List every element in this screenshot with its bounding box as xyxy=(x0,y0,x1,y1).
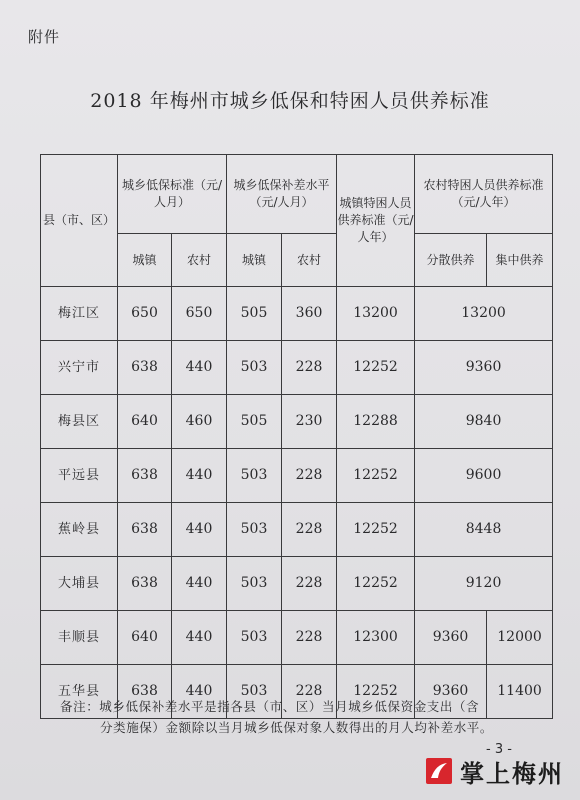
county-cell: 蕉岭县 xyxy=(41,503,118,557)
logo-mark-icon xyxy=(426,758,452,784)
std-urban-cell: 650 xyxy=(118,287,172,341)
table-row xyxy=(41,503,553,557)
std-rural-cell: 440 xyxy=(172,611,227,665)
urban-special-cell: 12252 xyxy=(337,449,415,503)
sub-urban-cell: 503 xyxy=(227,557,282,611)
rural-special-cell: 9360 xyxy=(415,341,553,395)
sub-rural-cell: 228 xyxy=(282,341,337,395)
std-rural-cell: 440 xyxy=(172,665,227,719)
sub-rural-cell: 228 xyxy=(282,665,337,719)
std-rural-cell: 460 xyxy=(172,395,227,449)
rural-dispersed-cell: 9360 xyxy=(415,665,487,719)
std-rural-cell: 440 xyxy=(172,503,227,557)
sub-urban-cell: 503 xyxy=(227,503,282,557)
rural-special-cell: 9840 xyxy=(415,395,553,449)
sub-rural-cell: 230 xyxy=(282,395,337,449)
std-rural-cell: 440 xyxy=(172,449,227,503)
header-centralized: 集中供养 xyxy=(487,234,553,287)
header-dispersed: 分散供养 xyxy=(415,234,487,287)
sub-urban-cell: 503 xyxy=(227,449,282,503)
sub-urban-cell: 503 xyxy=(227,341,282,395)
std-urban-cell: 640 xyxy=(118,395,172,449)
county-cell: 丰顺县 xyxy=(41,611,118,665)
county-cell: 大埔县 xyxy=(41,557,118,611)
std-rural-cell: 440 xyxy=(172,557,227,611)
urban-special-cell: 12252 xyxy=(337,665,415,719)
logo-text: 掌上梅州 xyxy=(460,759,564,788)
county-cell: 平远县 xyxy=(41,449,118,503)
urban-special-cell: 12252 xyxy=(337,341,415,395)
urban-special-cell: 12252 xyxy=(337,503,415,557)
table-row xyxy=(41,395,553,449)
rural-centralized-cell: 11400 xyxy=(487,665,553,719)
header-urban-rural-standard: 城乡低保标准（元/人月） xyxy=(118,155,227,234)
table-row xyxy=(41,557,553,611)
county-cell: 五华县 xyxy=(41,665,118,719)
page-title: 2018 年梅州市城乡低保和特困人员供养标准 xyxy=(90,90,490,112)
table-row xyxy=(41,341,553,395)
header-subsidy-level: 城乡低保补差水平（元/人月） xyxy=(227,155,337,234)
header-row-2 xyxy=(41,234,553,287)
std-urban-cell: 638 xyxy=(118,557,172,611)
attachment-label: 附件 xyxy=(28,28,61,46)
urban-special-cell: 12252 xyxy=(337,557,415,611)
page-number: - 3 - xyxy=(486,742,512,757)
header-county: 县（市、区） xyxy=(41,155,118,287)
rural-special-cell: 9600 xyxy=(415,449,553,503)
std-urban-cell: 638 xyxy=(118,503,172,557)
std-urban-cell: 640 xyxy=(118,611,172,665)
county-cell: 梅江区 xyxy=(41,287,118,341)
table-row xyxy=(41,449,553,503)
sub-rural-cell: 228 xyxy=(282,503,337,557)
rural-special-cell: 8448 xyxy=(415,503,553,557)
header-sub-urban: 城镇 xyxy=(227,234,282,287)
urban-special-cell: 12288 xyxy=(337,395,415,449)
header-std-urban: 城镇 xyxy=(118,234,172,287)
table-row xyxy=(41,611,553,665)
county-cell: 兴宁市 xyxy=(41,341,118,395)
std-urban-cell: 638 xyxy=(118,341,172,395)
footnote xyxy=(60,696,550,738)
sub-rural-cell: 228 xyxy=(282,449,337,503)
header-rural-special: 农村特困人员供养标准（元/人年） xyxy=(415,155,553,234)
standards-table xyxy=(40,154,553,719)
sub-rural-cell: 228 xyxy=(282,611,337,665)
urban-special-cell: 13200 xyxy=(337,287,415,341)
sub-urban-cell: 503 xyxy=(227,611,282,665)
header-sub-rural: 农村 xyxy=(282,234,337,287)
sub-rural-cell: 228 xyxy=(282,557,337,611)
rural-special-cell: 13200 xyxy=(415,287,553,341)
footnote-line: 备注：城乡低保补差水平是指各县（市、区）当月城乡低保资金支出（含 xyxy=(60,699,480,714)
footnote-line: 分类施保）金额除以当月城乡低保对象人数得出的月人均补差水平。 xyxy=(100,720,494,735)
sub-urban-cell: 505 xyxy=(227,395,282,449)
rural-dispersed-cell: 9360 xyxy=(415,611,487,665)
std-rural-cell: 650 xyxy=(172,287,227,341)
header-row-1 xyxy=(41,155,553,234)
sub-rural-cell: 360 xyxy=(282,287,337,341)
header-std-rural: 农村 xyxy=(172,234,227,287)
table-row xyxy=(41,287,553,341)
std-rural-cell: 440 xyxy=(172,341,227,395)
watermark-logo xyxy=(426,748,576,794)
sub-urban-cell: 503 xyxy=(227,665,282,719)
rural-centralized-cell: 12000 xyxy=(487,611,553,665)
std-urban-cell: 638 xyxy=(118,665,172,719)
rural-special-cell: 9120 xyxy=(415,557,553,611)
sub-urban-cell: 505 xyxy=(227,287,282,341)
header-urban-special: 城镇特困人员供养标准（元/人年） xyxy=(337,155,415,287)
urban-special-cell: 12300 xyxy=(337,611,415,665)
std-urban-cell: 638 xyxy=(118,449,172,503)
county-cell: 梅县区 xyxy=(41,395,118,449)
